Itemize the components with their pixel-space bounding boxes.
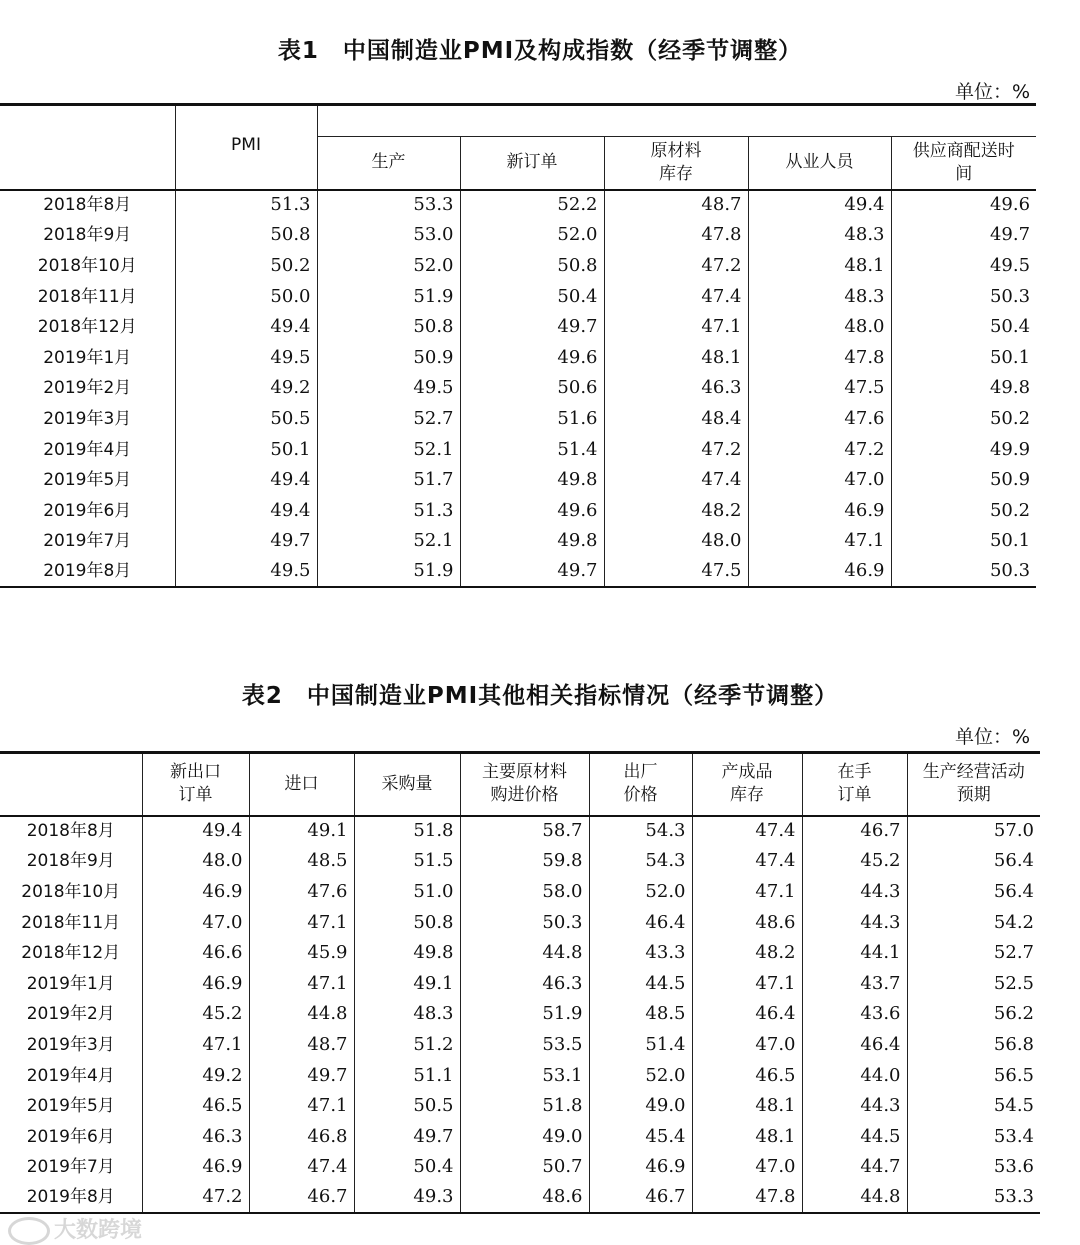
cell-value: 53.1 bbox=[460, 1060, 589, 1091]
cell-value: 48.3 bbox=[354, 999, 460, 1030]
cell-pmi: 49.7 bbox=[175, 526, 317, 557]
cell-new-orders: 50.6 bbox=[460, 373, 604, 404]
cell-value: 49.1 bbox=[249, 816, 354, 847]
table1-header-new-orders: 新订单 bbox=[460, 137, 604, 190]
cell-raw-inv: 47.8 bbox=[604, 220, 748, 251]
cell-value: 46.3 bbox=[460, 968, 589, 999]
cell-value: 51.8 bbox=[460, 1091, 589, 1122]
cell-value: 46.9 bbox=[589, 1152, 692, 1183]
table1-header-delivery-time bbox=[891, 137, 1036, 190]
table-row bbox=[0, 1152, 1040, 1183]
cell-value: 48.1 bbox=[692, 1091, 802, 1122]
cell-pmi: 49.5 bbox=[175, 342, 317, 373]
table1-header-components-span bbox=[317, 105, 1036, 137]
row-month-label: 2019年2月 bbox=[26, 1004, 115, 1025]
table1-header-production: 生产 bbox=[317, 137, 460, 190]
cell-value: 59.8 bbox=[460, 846, 589, 877]
cell-value: 46.7 bbox=[802, 816, 907, 847]
cell-production: 51.9 bbox=[317, 281, 460, 312]
cell-value: 51.1 bbox=[354, 1060, 460, 1091]
header-line: 购进价格 bbox=[490, 785, 559, 806]
row-month-label: 2019年2月 bbox=[43, 378, 132, 399]
cell-value: 53.5 bbox=[460, 1030, 589, 1061]
table-row bbox=[0, 342, 1036, 373]
cell-value: 51.4 bbox=[589, 1030, 692, 1061]
cell-delivery: 50.1 bbox=[891, 526, 1036, 557]
cell-employees: 47.6 bbox=[748, 404, 891, 435]
cell-value: 52.0 bbox=[589, 877, 692, 908]
cell-value: 45.2 bbox=[142, 999, 249, 1030]
cell-value: 57.0 bbox=[907, 816, 1040, 847]
table-row bbox=[0, 846, 1040, 877]
table2-body bbox=[0, 816, 1040, 1214]
table-row bbox=[0, 465, 1036, 496]
cell-value: 46.9 bbox=[142, 968, 249, 999]
cell-value: 44.8 bbox=[802, 1183, 907, 1214]
cell-pmi: 50.0 bbox=[175, 281, 317, 312]
table1-header-pmi: PMI bbox=[175, 105, 317, 190]
row-month-label: 2018年8月 bbox=[26, 821, 115, 842]
table2-unit: 单位：% bbox=[954, 726, 1030, 748]
cell-production: 50.8 bbox=[317, 312, 460, 343]
cell-raw-inv: 47.2 bbox=[604, 251, 748, 282]
header-line: 订单 bbox=[837, 785, 872, 806]
cell-delivery: 50.3 bbox=[891, 281, 1036, 312]
table-row bbox=[0, 281, 1036, 312]
cell-raw-inv: 47.4 bbox=[604, 465, 748, 496]
table-row bbox=[0, 1091, 1040, 1122]
cell-value: 54.3 bbox=[589, 846, 692, 877]
cell-production: 52.1 bbox=[317, 526, 460, 557]
cell-value: 47.1 bbox=[692, 877, 802, 908]
row-month-label: 2018年10月 bbox=[37, 255, 137, 276]
cell-value: 56.2 bbox=[907, 999, 1040, 1030]
row-month-label: 2018年11月 bbox=[37, 286, 137, 307]
cell-value: 56.4 bbox=[907, 877, 1040, 908]
cell-value: 45.2 bbox=[802, 846, 907, 877]
row-month-label: 2018年10月 bbox=[21, 881, 121, 902]
cell-new-orders: 51.4 bbox=[460, 434, 604, 465]
cell-new-orders: 51.6 bbox=[460, 404, 604, 435]
cell-value: 47.1 bbox=[692, 968, 802, 999]
cell-raw-inv: 47.2 bbox=[604, 434, 748, 465]
cell-value: 44.8 bbox=[249, 999, 354, 1030]
table2-header-col-0 bbox=[142, 753, 249, 816]
cell-raw-inv: 47.4 bbox=[604, 281, 748, 312]
header-line: 新出口 bbox=[170, 762, 221, 783]
row-month-label: 2019年7月 bbox=[43, 531, 132, 552]
cell-value: 46.7 bbox=[249, 1183, 354, 1214]
table2-header-col-7 bbox=[907, 753, 1040, 816]
cell-value: 43.3 bbox=[589, 938, 692, 969]
table2-corner-cell bbox=[0, 753, 142, 816]
row-month-label: 2019年1月 bbox=[26, 973, 115, 994]
cell-employees: 46.9 bbox=[748, 495, 891, 526]
cell-value: 47.0 bbox=[142, 907, 249, 938]
table-row bbox=[0, 434, 1036, 465]
cell-value: 46.9 bbox=[142, 877, 249, 908]
cell-production: 52.0 bbox=[317, 251, 460, 282]
cell-employees: 49.4 bbox=[748, 190, 891, 221]
table-row bbox=[0, 495, 1036, 526]
cell-delivery: 50.2 bbox=[891, 495, 1036, 526]
cell-value: 49.3 bbox=[354, 1183, 460, 1214]
cell-pmi: 50.2 bbox=[175, 251, 317, 282]
cell-value: 46.4 bbox=[589, 907, 692, 938]
table-row bbox=[0, 907, 1040, 938]
cell-value: 53.6 bbox=[907, 1152, 1040, 1183]
cell-production: 50.9 bbox=[317, 342, 460, 373]
cell-value: 49.7 bbox=[354, 1121, 460, 1152]
cell-value: 46.9 bbox=[142, 1152, 249, 1183]
watermark-text: 大数跨境 bbox=[54, 1218, 143, 1243]
cell-pmi: 49.4 bbox=[175, 465, 317, 496]
cell-value: 44.3 bbox=[802, 907, 907, 938]
cell-value: 54.3 bbox=[589, 816, 692, 847]
cell-value: 49.4 bbox=[142, 816, 249, 847]
table2-header-col-2 bbox=[354, 753, 460, 816]
cell-raw-inv: 46.3 bbox=[604, 373, 748, 404]
cell-value: 49.2 bbox=[142, 1060, 249, 1091]
row-month-label: 2019年8月 bbox=[43, 561, 132, 582]
cell-pmi: 50.8 bbox=[175, 220, 317, 251]
header-line: 采购量 bbox=[381, 773, 433, 794]
table-row bbox=[0, 312, 1036, 343]
cell-value: 53.4 bbox=[907, 1121, 1040, 1152]
cell-delivery: 49.9 bbox=[891, 434, 1036, 465]
row-month-label: 2019年7月 bbox=[26, 1157, 115, 1178]
cell-value: 50.4 bbox=[354, 1152, 460, 1183]
table1-corner-cell bbox=[0, 105, 175, 190]
header-line: 预期 bbox=[956, 785, 991, 806]
cell-employees: 48.0 bbox=[748, 312, 891, 343]
cell-raw-inv: 48.4 bbox=[604, 404, 748, 435]
header-line: 原材料 bbox=[650, 140, 702, 161]
row-month-label: 2019年4月 bbox=[26, 1065, 115, 1086]
cell-value: 51.5 bbox=[354, 846, 460, 877]
cell-value: 47.1 bbox=[249, 968, 354, 999]
table-row bbox=[0, 999, 1040, 1030]
cell-value: 46.6 bbox=[142, 938, 249, 969]
cell-value: 47.6 bbox=[249, 877, 354, 908]
cell-production: 53.3 bbox=[317, 190, 460, 221]
watermark-logo-icon bbox=[8, 1217, 50, 1245]
cell-raw-inv: 48.2 bbox=[604, 495, 748, 526]
cell-production: 49.5 bbox=[317, 373, 460, 404]
row-month-label: 2019年3月 bbox=[26, 1034, 115, 1055]
table1-unit: 单位：% bbox=[954, 81, 1030, 103]
header-line: 出厂 bbox=[623, 762, 658, 783]
watermark bbox=[8, 1213, 142, 1245]
cell-value: 46.8 bbox=[249, 1121, 354, 1152]
row-month-label: 2019年6月 bbox=[43, 500, 132, 521]
cell-production: 52.7 bbox=[317, 404, 460, 435]
table2-header-col-5 bbox=[692, 753, 802, 816]
cell-value: 49.7 bbox=[249, 1060, 354, 1091]
table2-other-indicators bbox=[0, 751, 1040, 1214]
cell-delivery: 50.2 bbox=[891, 404, 1036, 435]
cell-value: 54.5 bbox=[907, 1091, 1040, 1122]
cell-value: 46.4 bbox=[692, 999, 802, 1030]
cell-employees: 47.1 bbox=[748, 526, 891, 557]
cell-value: 51.2 bbox=[354, 1030, 460, 1061]
table-row bbox=[0, 1030, 1040, 1061]
table1-body bbox=[0, 190, 1036, 588]
cell-value: 48.5 bbox=[249, 846, 354, 877]
cell-employees: 47.0 bbox=[748, 465, 891, 496]
cell-value: 47.4 bbox=[249, 1152, 354, 1183]
cell-value: 47.8 bbox=[692, 1183, 802, 1214]
cell-value: 51.0 bbox=[354, 877, 460, 908]
cell-value: 56.4 bbox=[907, 846, 1040, 877]
cell-value: 52.5 bbox=[907, 968, 1040, 999]
cell-value: 48.0 bbox=[142, 846, 249, 877]
cell-value: 48.7 bbox=[249, 1030, 354, 1061]
header-line: 产成品 bbox=[721, 762, 773, 783]
cell-value: 48.5 bbox=[589, 999, 692, 1030]
cell-value: 50.7 bbox=[460, 1152, 589, 1183]
cell-value: 48.1 bbox=[692, 1121, 802, 1152]
cell-employees: 46.9 bbox=[748, 557, 891, 588]
cell-value: 45.9 bbox=[249, 938, 354, 969]
row-month-label: 2018年9月 bbox=[26, 851, 115, 872]
cell-pmi: 50.5 bbox=[175, 404, 317, 435]
header-line: 订单 bbox=[178, 785, 213, 806]
cell-pmi: 50.1 bbox=[175, 434, 317, 465]
cell-delivery: 50.1 bbox=[891, 342, 1036, 373]
cell-value: 49.0 bbox=[589, 1091, 692, 1122]
cell-new-orders: 52.2 bbox=[460, 190, 604, 221]
cell-raw-inv: 47.1 bbox=[604, 312, 748, 343]
table1-pmi-components bbox=[0, 103, 1036, 588]
cell-value: 44.7 bbox=[802, 1152, 907, 1183]
header-line: 生产经营活动 bbox=[922, 762, 1025, 783]
cell-value: 43.7 bbox=[802, 968, 907, 999]
cell-value: 43.6 bbox=[802, 999, 907, 1030]
cell-production: 51.3 bbox=[317, 495, 460, 526]
header-line: 价格 bbox=[623, 785, 658, 806]
row-month-label: 2018年11月 bbox=[21, 912, 121, 933]
cell-new-orders: 49.8 bbox=[460, 465, 604, 496]
cell-delivery: 49.5 bbox=[891, 251, 1036, 282]
row-month-label: 2018年12月 bbox=[37, 317, 137, 338]
cell-value: 56.8 bbox=[907, 1030, 1040, 1061]
cell-value: 58.0 bbox=[460, 877, 589, 908]
cell-value: 46.7 bbox=[589, 1183, 692, 1214]
cell-value: 44.5 bbox=[589, 968, 692, 999]
cell-delivery: 50.9 bbox=[891, 465, 1036, 496]
table-row bbox=[0, 1060, 1040, 1091]
cell-new-orders: 50.8 bbox=[460, 251, 604, 282]
cell-value: 51.9 bbox=[460, 999, 589, 1030]
cell-new-orders: 49.6 bbox=[460, 342, 604, 373]
table-row bbox=[0, 877, 1040, 908]
header-line: 库存 bbox=[730, 785, 764, 806]
table-row bbox=[0, 816, 1040, 847]
header-line: 主要原材料 bbox=[482, 762, 567, 783]
cell-value: 50.5 bbox=[354, 1091, 460, 1122]
cell-value: 53.3 bbox=[907, 1183, 1040, 1214]
cell-value: 46.3 bbox=[142, 1121, 249, 1152]
header-line: 在手 bbox=[837, 762, 872, 783]
cell-pmi: 49.2 bbox=[175, 373, 317, 404]
cell-new-orders: 49.8 bbox=[460, 526, 604, 557]
cell-delivery: 49.7 bbox=[891, 220, 1036, 251]
cell-value: 47.1 bbox=[249, 907, 354, 938]
row-month-label: 2018年8月 bbox=[43, 195, 132, 216]
cell-value: 49.1 bbox=[354, 968, 460, 999]
table-row bbox=[0, 1183, 1040, 1214]
table2-header-col-6 bbox=[802, 753, 907, 816]
cell-value: 44.3 bbox=[802, 1091, 907, 1122]
cell-value: 58.7 bbox=[460, 816, 589, 847]
cell-value: 47.4 bbox=[692, 816, 802, 847]
table1-header-raw-inventory bbox=[604, 137, 748, 190]
cell-new-orders: 49.7 bbox=[460, 312, 604, 343]
table-row bbox=[0, 526, 1036, 557]
cell-new-orders: 50.4 bbox=[460, 281, 604, 312]
cell-value: 49.8 bbox=[354, 938, 460, 969]
cell-production: 53.0 bbox=[317, 220, 460, 251]
cell-pmi: 51.3 bbox=[175, 190, 317, 221]
cell-value: 44.0 bbox=[802, 1060, 907, 1091]
row-month-label: 2018年9月 bbox=[43, 225, 132, 246]
row-month-label: 2019年6月 bbox=[26, 1126, 115, 1147]
cell-value: 47.1 bbox=[249, 1091, 354, 1122]
cell-value: 54.2 bbox=[907, 907, 1040, 938]
table2-header-row bbox=[0, 753, 1040, 816]
cell-production: 52.1 bbox=[317, 434, 460, 465]
cell-value: 52.7 bbox=[907, 938, 1040, 969]
table1-title: 表1 中国制造业PMI及构成指数（经季节调整） bbox=[277, 38, 803, 64]
cell-delivery: 49.8 bbox=[891, 373, 1036, 404]
cell-value: 49.0 bbox=[460, 1121, 589, 1152]
cell-production: 51.7 bbox=[317, 465, 460, 496]
row-month-label: 2019年5月 bbox=[26, 1096, 115, 1117]
cell-value: 44.1 bbox=[802, 938, 907, 969]
cell-pmi: 49.4 bbox=[175, 495, 317, 526]
cell-raw-inv: 48.1 bbox=[604, 342, 748, 373]
row-month-label: 2019年4月 bbox=[43, 439, 132, 460]
cell-value: 47.2 bbox=[142, 1183, 249, 1214]
table2-header-col-4 bbox=[589, 753, 692, 816]
cell-value: 48.2 bbox=[692, 938, 802, 969]
table-row bbox=[0, 968, 1040, 999]
cell-raw-inv: 48.7 bbox=[604, 190, 748, 221]
cell-employees: 48.1 bbox=[748, 251, 891, 282]
table-row bbox=[0, 404, 1036, 435]
cell-value: 47.0 bbox=[692, 1152, 802, 1183]
table-row bbox=[0, 557, 1036, 588]
cell-value: 44.3 bbox=[802, 877, 907, 908]
header-line: 库存 bbox=[659, 163, 693, 184]
row-month-label: 2019年5月 bbox=[43, 470, 132, 491]
cell-value: 44.8 bbox=[460, 938, 589, 969]
cell-value: 45.4 bbox=[589, 1121, 692, 1152]
cell-value: 48.6 bbox=[460, 1183, 589, 1214]
table-row bbox=[0, 373, 1036, 404]
table1-header-employees: 从业人员 bbox=[748, 137, 891, 190]
cell-value: 47.0 bbox=[692, 1030, 802, 1061]
table-row bbox=[0, 251, 1036, 282]
cell-value: 46.5 bbox=[142, 1091, 249, 1122]
row-month-label: 2019年1月 bbox=[43, 347, 132, 368]
row-month-label: 2018年12月 bbox=[21, 943, 121, 964]
header-line: 间 bbox=[955, 163, 973, 184]
cell-value: 50.8 bbox=[354, 907, 460, 938]
table2-header-col-3 bbox=[460, 753, 589, 816]
cell-value: 47.4 bbox=[692, 846, 802, 877]
cell-pmi: 49.5 bbox=[175, 557, 317, 588]
cell-value: 52.0 bbox=[589, 1060, 692, 1091]
cell-employees: 48.3 bbox=[748, 220, 891, 251]
row-month-label: 2019年8月 bbox=[26, 1187, 115, 1208]
cell-value: 50.3 bbox=[460, 907, 589, 938]
table2-title: 表2 中国制造业PMI其他相关指标情况（经季节调整） bbox=[241, 683, 839, 709]
table-row bbox=[0, 938, 1040, 969]
cell-raw-inv: 47.5 bbox=[604, 557, 748, 588]
cell-new-orders: 49.7 bbox=[460, 557, 604, 588]
header-line: 进口 bbox=[284, 773, 319, 794]
cell-value: 46.4 bbox=[802, 1030, 907, 1061]
cell-employees: 47.5 bbox=[748, 373, 891, 404]
cell-delivery: 50.3 bbox=[891, 557, 1036, 588]
cell-value: 47.1 bbox=[142, 1030, 249, 1061]
cell-employees: 47.8 bbox=[748, 342, 891, 373]
cell-production: 51.9 bbox=[317, 557, 460, 588]
cell-employees: 48.3 bbox=[748, 281, 891, 312]
cell-delivery: 49.6 bbox=[891, 190, 1036, 221]
cell-employees: 47.2 bbox=[748, 434, 891, 465]
table-row bbox=[0, 190, 1036, 221]
cell-value: 48.6 bbox=[692, 907, 802, 938]
table2-header-col-1 bbox=[249, 753, 354, 816]
cell-new-orders: 52.0 bbox=[460, 220, 604, 251]
header-line: 供应商配送时 bbox=[912, 140, 1015, 161]
cell-delivery: 50.4 bbox=[891, 312, 1036, 343]
cell-pmi: 49.4 bbox=[175, 312, 317, 343]
row-month-label: 2019年3月 bbox=[43, 408, 132, 429]
cell-value: 44.5 bbox=[802, 1121, 907, 1152]
cell-raw-inv: 48.0 bbox=[604, 526, 748, 557]
cell-new-orders: 49.6 bbox=[460, 495, 604, 526]
cell-value: 46.5 bbox=[692, 1060, 802, 1091]
cell-value: 51.8 bbox=[354, 816, 460, 847]
table-row bbox=[0, 220, 1036, 251]
cell-value: 56.5 bbox=[907, 1060, 1040, 1091]
table-row bbox=[0, 1121, 1040, 1152]
